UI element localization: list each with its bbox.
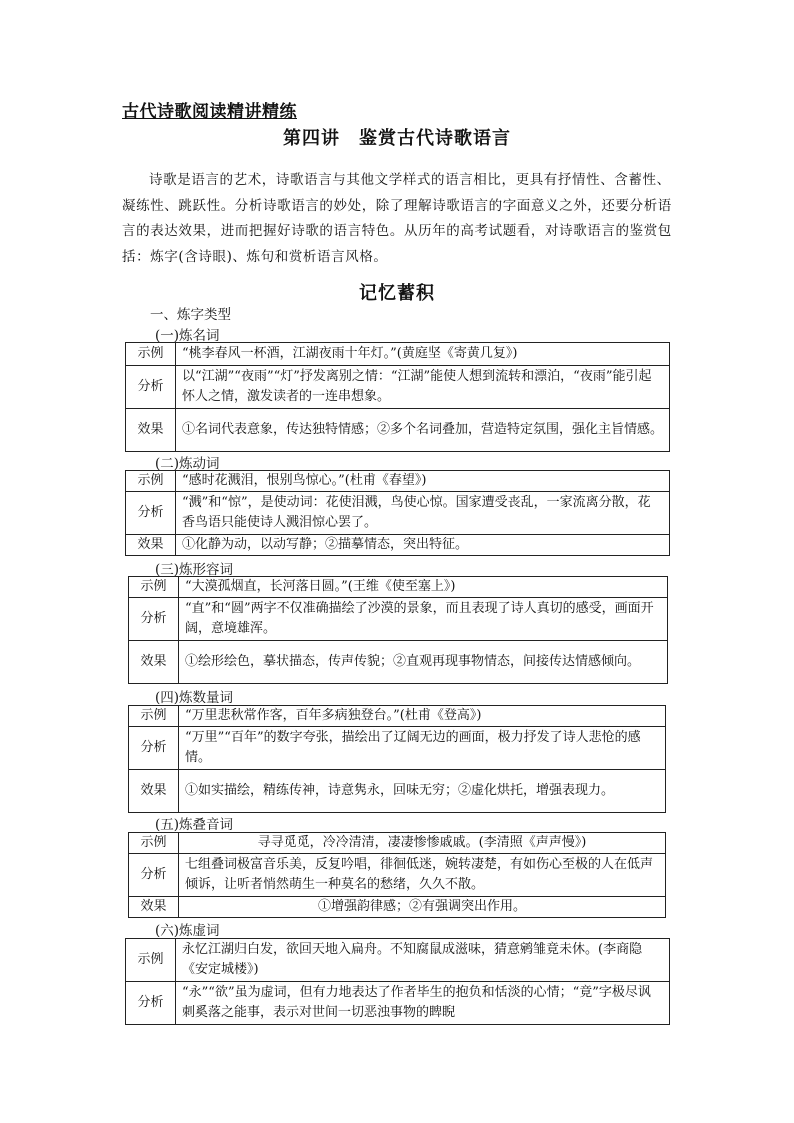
- heading-verbs: (二)炼动词: [155, 456, 220, 472]
- label-analysis: 分析: [129, 598, 179, 641]
- table-verbs: [125, 470, 670, 556]
- table-reduplicated-words: [128, 832, 666, 918]
- table-row: [126, 535, 670, 556]
- table-row: [129, 706, 666, 727]
- label-example: 示例: [126, 471, 176, 492]
- label-example: 示例: [129, 833, 179, 854]
- example-text: “桃李春风一杯酒，江湖夜雨十年灯。”(黄庭坚《寄黄几复》): [176, 343, 670, 366]
- table-adjectives: [128, 576, 668, 684]
- heading-numerals: (四)炼数量词: [155, 690, 234, 706]
- label-effect: 效果: [129, 897, 179, 918]
- table-row: [129, 770, 666, 813]
- analysis-text: “溅”和“惊”，是使动词：花使泪溅，鸟使心惊。国家遭受丧乱，一家流离分散，花香鸟语只能使诗人溅泪惊心罢了。: [176, 492, 670, 535]
- table-function-words: [125, 938, 670, 1025]
- label-effect: 效果: [129, 641, 179, 684]
- table-row: [129, 897, 666, 918]
- label-analysis: 分析: [129, 854, 179, 897]
- section-title: 记忆蓄积: [359, 283, 435, 304]
- table-row: [126, 471, 670, 492]
- table-row: [129, 577, 668, 598]
- intro-paragraph: 诗歌是语言的艺术，诗歌语言与其他文学样式的语言相比，更具有抒情性、含蓄性、凝练性、跳跃性。分析诗歌语言的妙处，除了理解诗歌语言的字面意义之外，还要分析语言的表达效果，进而把握好诗歌的语言特色。从历年的高考试题看，对诗歌语言的鉴赏包括：炼字(含诗眼)、炼句和赏析语言风格。: [122, 172, 672, 265]
- effect-text: ①化静为动，以动写静；②描摹情态，突出特征。: [176, 535, 670, 556]
- series-title: 古代诗歌阅读精讲精练: [122, 102, 297, 122]
- effect-text: ①绘形绘色，摹状描态，传声传貌；②直观再现事物情态，间接传达情感倾向。: [179, 641, 668, 684]
- label-example: 示例: [126, 939, 176, 982]
- label-example: 示例: [129, 706, 179, 727]
- table-row: [126, 939, 670, 982]
- table-row: [129, 598, 668, 641]
- table-row: [126, 343, 670, 366]
- table-row: [129, 833, 666, 854]
- table-row: [126, 409, 670, 452]
- table-row: [129, 727, 666, 770]
- label-effect: 效果: [126, 409, 176, 452]
- analysis-text: “永”“欲”虽为虚词，但有力地表达了作者毕生的抱负和恬淡的心情；“竟”字极尽讽刺奚落之能事，表示对世间一切恶浊事物的睥睨: [176, 982, 670, 1025]
- table-row: [126, 366, 670, 409]
- heading-reduplicated-words: (五)炼叠音词: [155, 817, 234, 833]
- label-analysis: 分析: [129, 727, 179, 770]
- table-row: [126, 982, 670, 1025]
- label-analysis: 分析: [126, 982, 176, 1025]
- effect-text: ①如实描绘，精练传神，诗意隽永，回味无穷；②虚化烘托，增强表现力。: [179, 770, 666, 813]
- example-text: “大漠孤烟直，长河落日圆。”(王维《使至塞上》): [179, 577, 668, 598]
- table-nouns: [125, 342, 670, 452]
- analysis-text: “直”和“圆”两字不仅准确描绘了沙漠的景象，而且表现了诗人真切的感受，画面开阔，意境雄浑。: [179, 598, 668, 641]
- label-example: 示例: [129, 577, 179, 598]
- table-row: [129, 854, 666, 897]
- effect-text: ①名词代表意象，传达独特情感；②多个名词叠加，营造特定氛围，强化主旨情感。: [176, 409, 670, 452]
- heading-word-types: 一、炼字类型: [150, 307, 231, 323]
- label-effect: 效果: [126, 535, 176, 556]
- example-text: “万里悲秋常作客，百年多病独登台。”(杜甫《登高》): [179, 706, 666, 727]
- page-title: 第四讲 鉴赏古代诗歌语言: [283, 128, 511, 149]
- label-effect: 效果: [129, 770, 179, 813]
- table-row: [129, 641, 668, 684]
- heading-function-words: (六)炼虚词: [155, 923, 220, 939]
- label-analysis: 分析: [126, 366, 176, 409]
- heading-nouns: (一)炼名词: [155, 328, 220, 344]
- label-example: 示例: [126, 343, 176, 366]
- analysis-text: 七组叠词极富音乐美，反复吟唱，徘徊低迷，婉转凄楚，有如伤心至极的人在低声倾诉，让听者悄然萌生一种莫名的愁绪，久久不散。: [179, 854, 666, 897]
- effect-text: ①增强韵律感；②有强调突出作用。: [179, 897, 666, 918]
- table-row: [126, 492, 670, 535]
- analysis-text: “万里”“百年”的数字夸张，描绘出了辽阔无边的画面，极力抒发了诗人悲怆的感情。: [179, 727, 666, 770]
- heading-adjectives: (三)炼形容词: [155, 562, 234, 578]
- label-analysis: 分析: [126, 492, 176, 535]
- example-text: “感时花溅泪，恨别鸟惊心。”(杜甫《春望》): [176, 471, 670, 492]
- table-numerals: [128, 705, 666, 813]
- analysis-text: 以“江湖”“夜雨”“灯”抒发离别之情：“江湖”能使人想到流转和漂泊，“夜雨”能引起怀人之情，激发读者的一连串想象。: [176, 366, 670, 409]
- example-text: 永忆江湖归白发，欲回天地入扁舟。不知腐鼠成滋味，猜意鹓雏竟未休。(李商隐《安定城楼》): [176, 939, 670, 982]
- example-text: 寻寻觅觅，冷冷清清，凄凄惨惨戚戚。(李清照《声声慢》): [179, 833, 666, 854]
